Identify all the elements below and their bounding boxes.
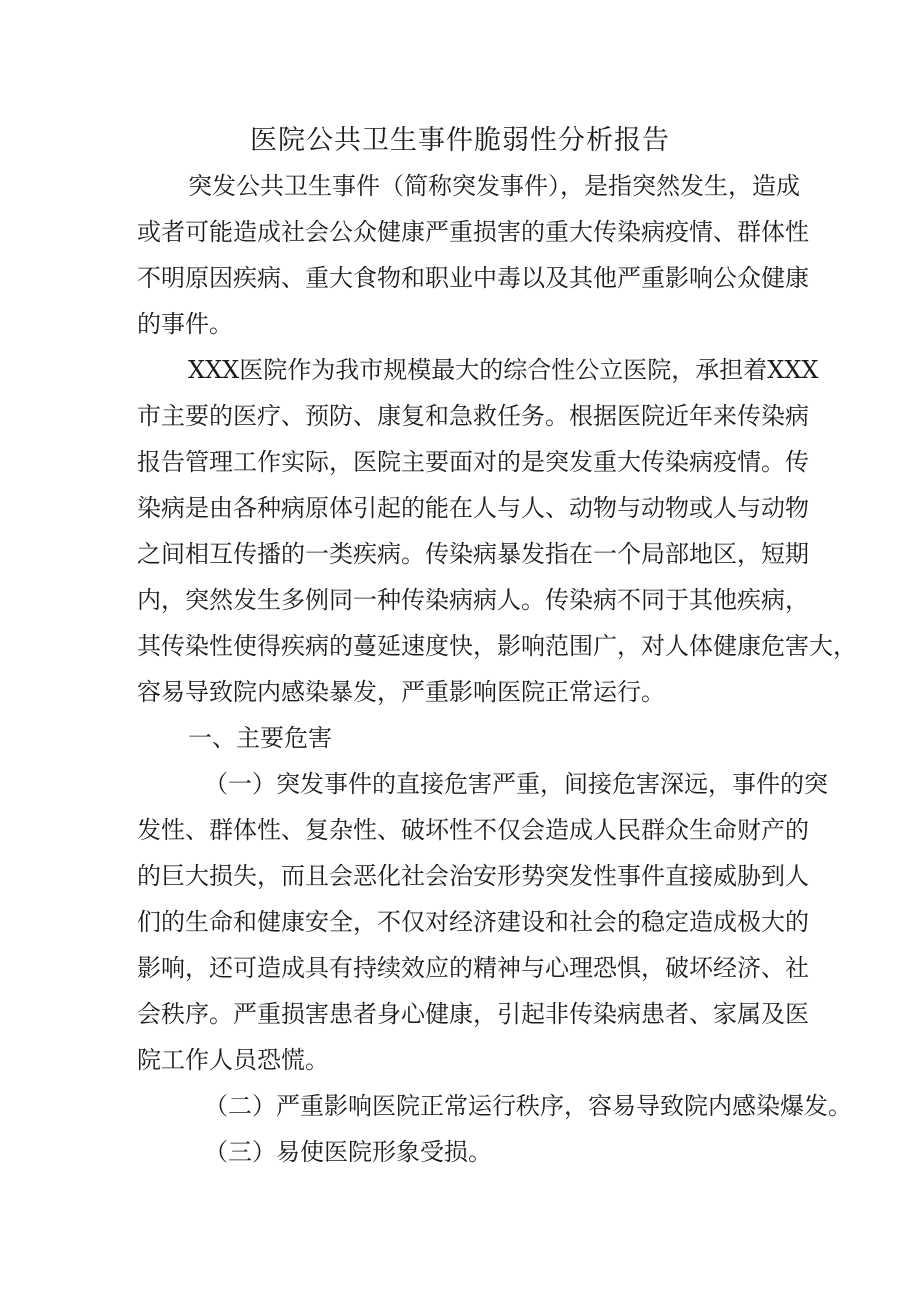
text-line: 们的生命和健康安全，不仅对经济建设和社会的稳定造成极大的 xyxy=(137,908,809,936)
text-line: 容易导致院内感染暴发，严重影响医院正常运行。 xyxy=(137,678,665,706)
list-item-harm-2: （二）严重影响医院正常运行秩序，容易导致院内感染爆发。 xyxy=(204,1092,852,1120)
list-item-harm-3: （三）易使医院形象受损。 xyxy=(204,1138,492,1166)
text-line: 发性、群体性、复杂性、破坏性不仅会造成人民群众生命财产的 xyxy=(137,816,809,844)
text-line: 不明原因疾病、重大食物和职业中毒以及其他严重影响公众健康 xyxy=(137,264,809,292)
text-line: 的事件。 xyxy=(137,310,233,338)
text-line: 或者可能造成社会公众健康严重损害的重大传染病疫情、群体性 xyxy=(137,218,809,246)
text-line: 报告管理工作实际，医院主要面对的是突发重大传染病疫情。传 xyxy=(137,448,809,476)
text-line: XXX医院作为我市规模最大的综合性公立医院，承担着XXX xyxy=(188,356,819,384)
text-line: 其传染性使得疾病的蔓延速度快，影响范围广，对人体健康危害大， xyxy=(137,632,857,660)
text-line: 会秩序。严重损害患者身心健康，引起非传染病患者、家属及医 xyxy=(137,1000,809,1028)
text-line: 突发公共卫生事件（简称突发事件），是指突然发生，造成 xyxy=(188,172,800,200)
text-line: 内，突然发生多例同一种传染病病人。传染病不同于其他疾病， xyxy=(137,586,809,614)
text-line: 之间相互传播的一类疾病。传染病暴发指在一个局部地区，短期 xyxy=(137,540,809,568)
text-line: 影响，还可造成具有持续效应的精神与心理恐惧，破坏经济、社 xyxy=(137,954,809,982)
section-heading: 一、主要危害 xyxy=(188,724,332,752)
text-line: 染病是由各种病原体引起的能在人与人、动物与动物或人与动物 xyxy=(137,494,809,522)
text-line: 市主要的医疗、预防、康复和急救任务。根据医院近年来传染病 xyxy=(137,402,809,430)
text-line: 院工作人员恐慌。 xyxy=(137,1046,329,1074)
document-title: 医院公共卫生事件脆弱性分析报告 xyxy=(250,125,670,156)
text-line: （一）突发事件的直接危害严重，间接危害深远，事件的突 xyxy=(204,770,828,798)
text-line: 的巨大损失，而且会恶化社会治安形势突发性事件直接威胁到人 xyxy=(137,862,809,890)
